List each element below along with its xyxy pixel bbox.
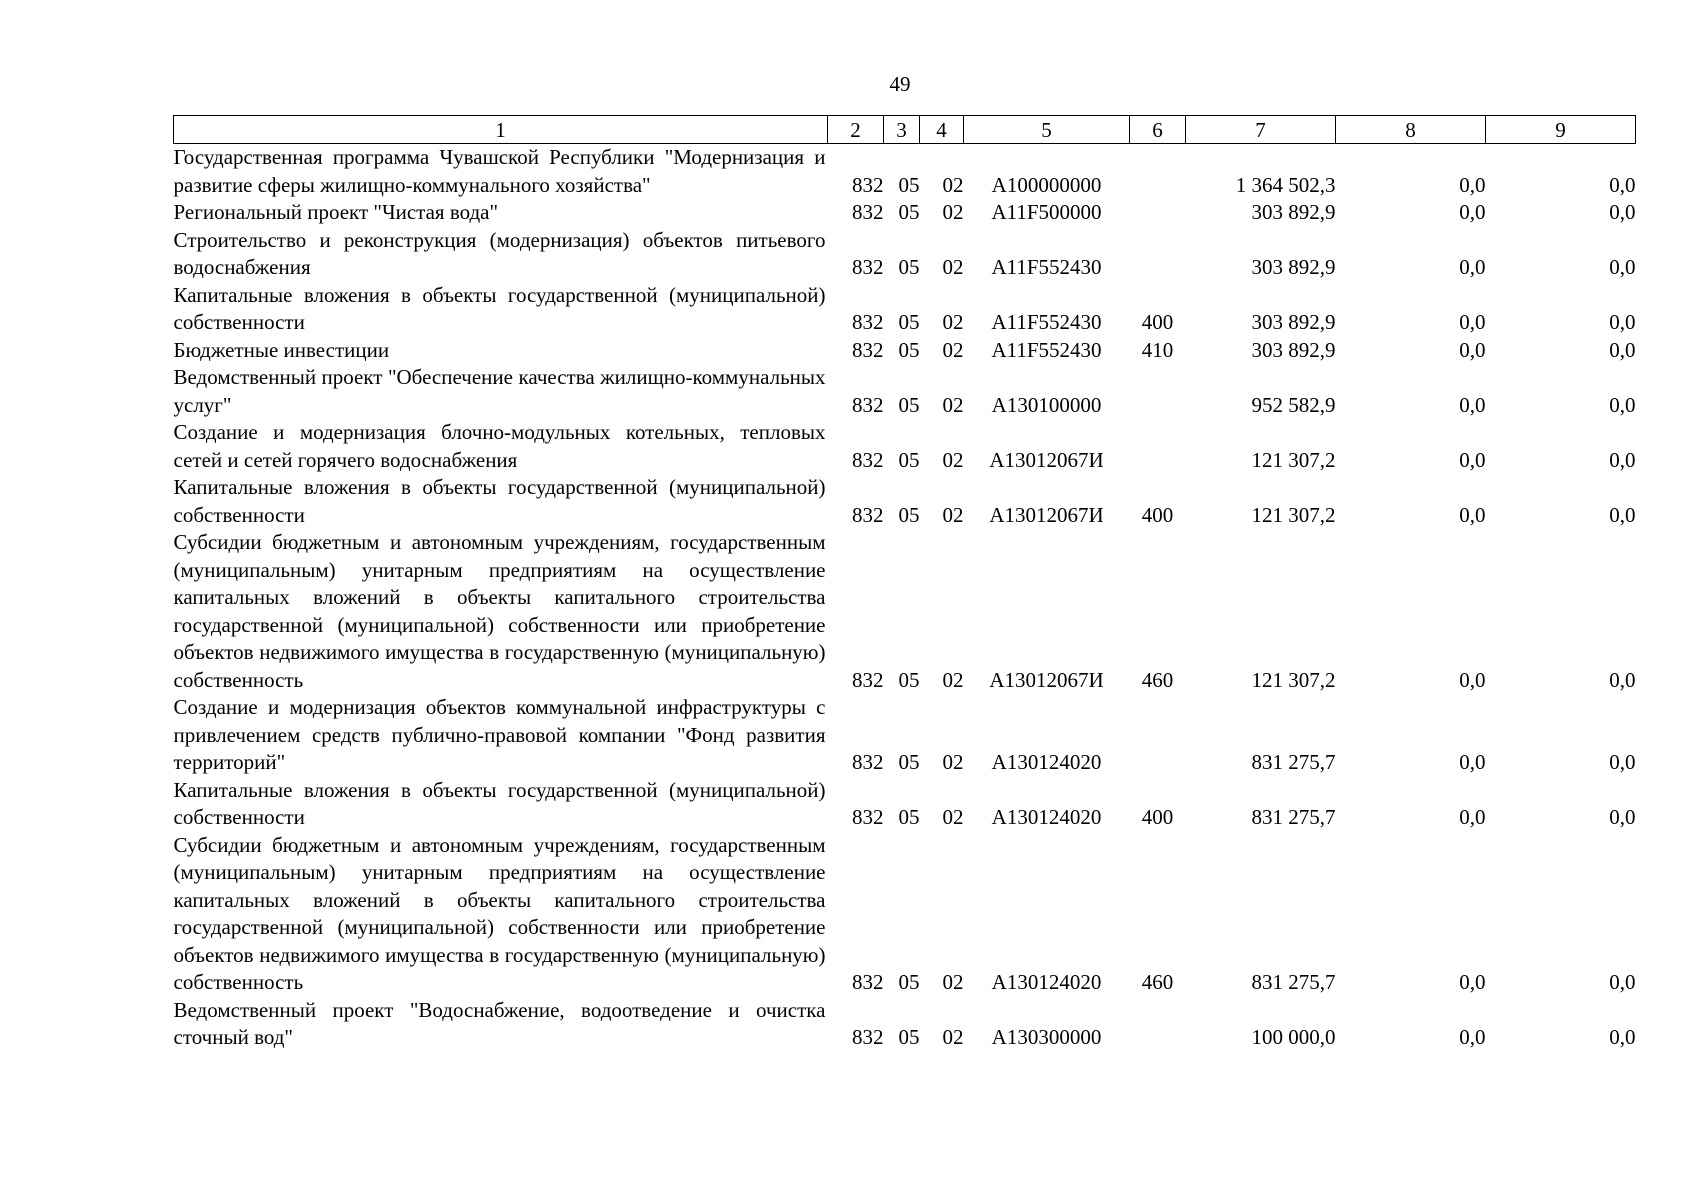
row-expense-type bbox=[1130, 997, 1186, 1052]
row-section: 05 bbox=[898, 172, 920, 197]
row-target-article: A11F552430 bbox=[991, 255, 1102, 279]
row-amount-col9: 0,0 bbox=[1609, 502, 1636, 527]
row-amount-col9: 0,0 bbox=[1609, 970, 1636, 994]
row-expense-type bbox=[1130, 144, 1186, 200]
row-target-article: A13012067И bbox=[989, 447, 1104, 472]
row-admin-code: 832 bbox=[852, 255, 884, 279]
row-admin-code: 832 bbox=[852, 805, 884, 829]
row-target-article: A11F552430 bbox=[991, 337, 1102, 362]
row-target-article: A13012067И bbox=[989, 667, 1104, 692]
row-name: Ведомственный проект "Водоснабжение, водоотведение и очистка сточный вод" bbox=[173, 997, 826, 1049]
row-amount-col9: 0,0 bbox=[1609, 750, 1636, 774]
row-subsection: 02 bbox=[942, 667, 964, 692]
row-expense-type: 400 bbox=[1141, 805, 1174, 829]
table-row bbox=[174, 282, 1636, 337]
header-row bbox=[174, 116, 1636, 144]
row-admin-code: 832 bbox=[852, 392, 884, 417]
row-name: Капитальные вложения в объекты государственной (муниципальной) собственности bbox=[173, 777, 826, 829]
row-expense-type bbox=[1130, 694, 1186, 777]
row-amount-col9: 0,0 bbox=[1609, 172, 1636, 197]
row-amount-col8: 0,0 bbox=[1459, 172, 1486, 197]
row-name: Строительство и реконструкция (модернизация) объектов питьевого водоснабжения bbox=[173, 227, 826, 279]
row-target-article: A130124020 bbox=[991, 970, 1102, 994]
row-target-article: A11F500000 bbox=[991, 200, 1102, 224]
header-col-3: 3 bbox=[884, 116, 920, 144]
row-section: 05 bbox=[898, 255, 920, 279]
row-expense-type bbox=[1130, 227, 1186, 282]
row-subsection: 02 bbox=[942, 970, 964, 994]
budget-table bbox=[173, 115, 1636, 1052]
row-amount-col8: 0,0 bbox=[1459, 310, 1486, 334]
row-admin-code: 832 bbox=[852, 337, 884, 362]
row-name: Государственная программа Чувашской Республики "Модернизация и развитие сферы жилищно-коммунального хозяйства" bbox=[173, 145, 826, 197]
row-expense-type: 460 bbox=[1141, 667, 1174, 692]
table-row bbox=[174, 694, 1636, 777]
row-amount-col8: 0,0 bbox=[1459, 1025, 1486, 1049]
row-name: Ведомственный проект "Обеспечение качества жилищно-коммунальных услуг" bbox=[173, 365, 826, 417]
row-subsection: 02 bbox=[942, 447, 964, 472]
row-amount-col7: 831 275,7 bbox=[1251, 970, 1336, 994]
row-name: Региональный проект "Чистая вода" bbox=[173, 200, 499, 224]
row-amount-col8: 0,0 bbox=[1459, 200, 1486, 224]
row-name: Создание и модернизация блочно-модульных котельных, тепловых сетей и сетей горячего водоснабжения bbox=[173, 420, 826, 472]
row-target-article: A13012067И bbox=[989, 502, 1104, 527]
header-col-5: 5 bbox=[964, 116, 1130, 144]
row-section: 05 bbox=[898, 392, 920, 417]
row-amount-col8: 0,0 bbox=[1459, 970, 1486, 994]
row-subsection: 02 bbox=[942, 750, 964, 774]
row-subsection: 02 bbox=[942, 310, 964, 334]
row-amount-col9: 0,0 bbox=[1609, 392, 1636, 417]
row-section: 05 bbox=[898, 1025, 920, 1049]
row-expense-type: 410 bbox=[1141, 337, 1174, 362]
row-amount-col9: 0,0 bbox=[1609, 447, 1636, 472]
row-section: 05 bbox=[898, 750, 920, 774]
table-header bbox=[174, 116, 1636, 144]
header-col-8: 8 bbox=[1336, 116, 1486, 144]
row-subsection: 02 bbox=[942, 337, 964, 362]
row-target-article: A11F552430 bbox=[991, 310, 1102, 334]
table-row bbox=[174, 199, 1636, 227]
row-section: 05 bbox=[898, 970, 920, 994]
table-body bbox=[174, 144, 1636, 1052]
row-target-article: A130100000 bbox=[991, 392, 1102, 417]
table-row bbox=[174, 474, 1636, 529]
header-col-6: 6 bbox=[1130, 116, 1186, 144]
row-amount-col7: 831 275,7 bbox=[1251, 805, 1336, 829]
table-row bbox=[174, 529, 1636, 694]
row-amount-col7: 952 582,9 bbox=[1251, 392, 1336, 417]
row-amount-col7: 1 364 502,3 bbox=[1235, 172, 1336, 197]
row-admin-code: 832 bbox=[852, 1025, 884, 1049]
row-amount-col9: 0,0 bbox=[1609, 255, 1636, 279]
row-amount-col8: 0,0 bbox=[1459, 750, 1486, 774]
header-col-1: 1 bbox=[174, 116, 828, 144]
row-amount-col7: 100 000,0 bbox=[1251, 1025, 1336, 1049]
row-subsection: 02 bbox=[942, 805, 964, 829]
row-admin-code: 832 bbox=[852, 970, 884, 994]
row-amount-col9: 0,0 bbox=[1609, 337, 1636, 362]
table-row bbox=[174, 227, 1636, 282]
table-row bbox=[174, 997, 1636, 1052]
row-amount-col9: 0,0 bbox=[1609, 310, 1636, 334]
row-target-article: A130124020 bbox=[991, 750, 1102, 774]
row-name: Субсидии бюджетным и автономным учреждениям, государственным (муниципальным) унитарным предприятиям на осуществление капитальных вложений в объекты капитального строительства государственной (муниципальной) собственности или приобретение объектов недвижимого имущества в государственную (муниципальную) собственность bbox=[173, 530, 826, 692]
row-subsection: 02 bbox=[942, 200, 964, 224]
row-amount-col7: 121 307,2 bbox=[1251, 502, 1336, 527]
row-target-article: A130124020 bbox=[991, 805, 1102, 829]
table-row bbox=[174, 337, 1636, 365]
row-admin-code: 832 bbox=[852, 172, 884, 197]
row-amount-col7: 303 892,9 bbox=[1251, 310, 1336, 334]
row-amount-col9: 0,0 bbox=[1609, 667, 1636, 692]
row-amount-col7: 303 892,9 bbox=[1251, 337, 1336, 362]
row-subsection: 02 bbox=[942, 392, 964, 417]
table-row bbox=[174, 419, 1636, 474]
row-amount-col7: 121 307,2 bbox=[1251, 667, 1336, 692]
row-amount-col8: 0,0 bbox=[1459, 805, 1486, 829]
row-expense-type: 400 bbox=[1141, 310, 1174, 334]
row-subsection: 02 bbox=[942, 502, 964, 527]
row-amount-col8: 0,0 bbox=[1459, 502, 1486, 527]
table-row bbox=[174, 364, 1636, 419]
row-name: Капитальные вложения в объекты государственной (муниципальной) собственности bbox=[173, 475, 826, 527]
row-target-article: A130300000 bbox=[991, 1025, 1102, 1049]
row-expense-type: 400 bbox=[1141, 502, 1174, 527]
header-col-9: 9 bbox=[1486, 116, 1636, 144]
row-amount-col7: 303 892,9 bbox=[1251, 255, 1336, 279]
row-amount-col9: 0,0 bbox=[1609, 200, 1636, 224]
row-section: 05 bbox=[898, 337, 920, 362]
row-amount-col7: 831 275,7 bbox=[1251, 750, 1336, 774]
row-admin-code: 832 bbox=[852, 750, 884, 774]
header-col-2: 2 bbox=[828, 116, 884, 144]
row-amount-col8: 0,0 bbox=[1459, 255, 1486, 279]
table-row bbox=[174, 144, 1636, 200]
row-expense-type bbox=[1130, 199, 1186, 227]
row-name: Создание и модернизация объектов коммунальной инфраструктуры с привлечением средств публично-правовой компании "Фонд развития территорий" bbox=[173, 695, 826, 774]
header-col-7: 7 bbox=[1186, 116, 1336, 144]
row-amount-col8: 0,0 bbox=[1459, 337, 1486, 362]
row-section: 05 bbox=[898, 447, 920, 472]
row-name: Субсидии бюджетным и автономным учреждениям, государственным (муниципальным) унитарным предприятиям на осуществление капитальных вложений в объекты капитального строительства государственной (муниципальной) собственности или приобретение объектов недвижимого имущества в государственную (муниципальную) собственность bbox=[173, 832, 826, 994]
row-admin-code: 832 bbox=[852, 667, 884, 692]
table-row bbox=[174, 832, 1636, 997]
row-admin-code: 832 bbox=[852, 310, 884, 334]
row-amount-col8: 0,0 bbox=[1459, 667, 1486, 692]
row-amount-col9: 0,0 bbox=[1609, 805, 1636, 829]
row-expense-type bbox=[1130, 364, 1186, 419]
table-row bbox=[174, 777, 1636, 832]
row-section: 05 bbox=[898, 805, 920, 829]
header-col-4: 4 bbox=[920, 116, 964, 144]
page-number: 49 bbox=[889, 72, 911, 96]
row-section: 05 bbox=[898, 310, 920, 334]
row-expense-type: 460 bbox=[1141, 970, 1174, 994]
row-subsection: 02 bbox=[942, 172, 964, 197]
row-section: 05 bbox=[898, 667, 920, 692]
row-name: Бюджетные инвестиции bbox=[173, 337, 390, 362]
row-section: 05 bbox=[898, 502, 920, 527]
row-amount-col8: 0,0 bbox=[1459, 392, 1486, 417]
row-admin-code: 832 bbox=[852, 502, 884, 527]
row-expense-type bbox=[1130, 419, 1186, 474]
row-admin-code: 832 bbox=[852, 447, 884, 472]
row-subsection: 02 bbox=[942, 1025, 964, 1049]
row-name: Капитальные вложения в объекты государственной (муниципальной) собственности bbox=[173, 282, 826, 334]
row-amount-col7: 121 307,2 bbox=[1251, 447, 1336, 472]
row-admin-code: 832 bbox=[852, 200, 884, 224]
row-subsection: 02 bbox=[942, 255, 964, 279]
row-amount-col7: 303 892,9 bbox=[1251, 200, 1336, 224]
row-section: 05 bbox=[898, 200, 920, 224]
row-amount-col8: 0,0 bbox=[1459, 447, 1486, 472]
row-amount-col9: 0,0 bbox=[1609, 1025, 1636, 1049]
row-target-article: A100000000 bbox=[991, 172, 1102, 197]
